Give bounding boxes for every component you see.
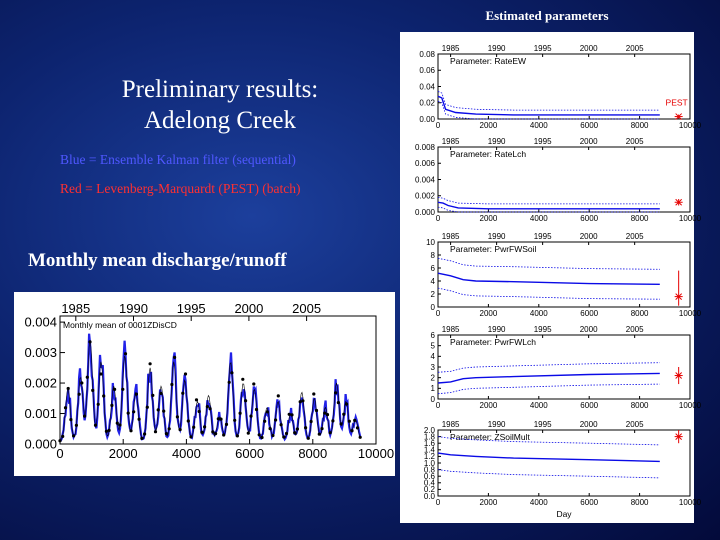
discharge-observation-point — [162, 410, 165, 413]
discharge-observation-point — [271, 434, 274, 437]
chart-0-ytick-label: 0.003 — [24, 345, 57, 361]
chart-0-ytick-label: 0.001 — [24, 406, 57, 422]
chart-3-ytick-label: 4 — [430, 276, 435, 286]
chart-1-year-label: 1990 — [487, 44, 506, 53]
chart-5-xlabel: Day — [556, 509, 572, 519]
discharge-observation-point — [78, 393, 81, 396]
discharge-observation-point — [181, 392, 184, 395]
chart-5-ytick-label: 1.2 — [423, 452, 435, 462]
chart-4-year-label: 2000 — [579, 325, 598, 334]
discharge-observation-point — [138, 418, 141, 421]
chart-5-ytick-label: 2.0 — [423, 425, 435, 435]
chart-3-xtick-label: 0 — [435, 309, 441, 318]
chart-4-xtick-label: 10000 — [678, 401, 702, 410]
chart-1-xtick-label: 0 — [435, 121, 441, 130]
chart-3-ytick-label: 8 — [430, 250, 435, 260]
chart-1-enkf-mean — [438, 96, 660, 115]
discharge-observation-point — [129, 429, 132, 432]
chart-5-parameter-label: Parameter: ZSoilMult — [450, 432, 530, 442]
discharge-observation-point — [323, 412, 326, 415]
chart-4-ytick-label: 0 — [430, 394, 435, 404]
discharge-observation-point — [288, 413, 291, 416]
discharge-observation-point — [230, 371, 233, 374]
chart-0-year-label: 2005 — [292, 301, 322, 316]
discharge-observation-point — [258, 433, 261, 436]
chart-0-year-label: 2000 — [234, 301, 264, 316]
discharge-observation-point — [168, 427, 171, 430]
chart-2-xtick-label: 8000 — [630, 214, 649, 223]
chart-3-year-label: 1995 — [533, 232, 552, 241]
discharge-observation-point — [132, 410, 135, 413]
discharge-observation-point — [61, 435, 64, 438]
discharge-observation-point — [179, 428, 182, 431]
discharge-observation-point — [334, 391, 337, 394]
chart-5-ytick-label: 1.0 — [423, 458, 435, 468]
discharge-observation-point — [91, 389, 94, 392]
chart-5-ytick-label: 0.0 — [423, 491, 435, 501]
discharge-observation-point — [310, 420, 313, 423]
discharge-observation-point — [102, 394, 105, 397]
chart-4-ytick-label: 4 — [430, 352, 435, 362]
chart-5-enkf-mean — [438, 453, 660, 461]
chart-5-xtick-label: 8000 — [630, 498, 649, 507]
discharge-observation-point — [326, 413, 329, 416]
discharge-observation-point — [290, 413, 293, 416]
discharge-observation-point — [184, 372, 187, 375]
discharge-observation-point — [277, 394, 280, 397]
chart-3-enkf-mean — [438, 273, 660, 284]
chart-5-ytick-label: 0.6 — [423, 472, 435, 481]
chart-2-year-label: 1985 — [441, 137, 460, 146]
chart-2-ytick-label: 0.000 — [414, 207, 435, 217]
discharge-observation-point — [282, 435, 285, 438]
chart-5-ytick-label: 1.4 — [423, 445, 435, 455]
chart-5-xtick-label: 0 — [435, 498, 441, 507]
chart-5-year-label: 1995 — [533, 420, 552, 429]
discharge-observation-point — [233, 419, 236, 422]
chart-0-ytick-label: 0.000 — [24, 436, 57, 452]
chart-5-xtick-label: 6000 — [580, 498, 599, 507]
legend-pest: Red = Levenberg-Marquardt (PEST) (batch) — [60, 181, 301, 196]
chart-2-ytick-label: 0.002 — [414, 191, 435, 201]
discharge-enkf-line — [60, 334, 360, 441]
discharge-observation-point — [320, 427, 323, 430]
chart-3-parameter-label: Parameter: PwrFWSoil — [450, 244, 537, 254]
discharge-observation-point — [198, 410, 201, 413]
chart-5-ytick-label: 0.2 — [423, 485, 435, 495]
discharge-observation-point — [266, 410, 269, 413]
discharge-observation-point — [252, 382, 255, 385]
discharge-observation-point — [274, 418, 277, 421]
chart-0-xtick-label: 6000 — [235, 446, 265, 461]
chart-4-enkf-mean — [438, 373, 660, 383]
chart-2-ytick-label: 0.004 — [414, 175, 435, 185]
chart-4-xtick-label: 0 — [435, 401, 441, 410]
discharge-observation-point — [350, 429, 353, 432]
discharge-observation-point — [359, 436, 362, 439]
discharge-observation-point — [94, 424, 97, 427]
discharge-observation-point — [108, 429, 111, 432]
discharge-observation-point — [80, 381, 83, 384]
chart-2-parameter-label: Parameter: RateLch — [450, 149, 527, 159]
chart-5-xtick-label: 4000 — [529, 498, 548, 507]
chart-1-enkf-upper — [438, 91, 660, 110]
chart-2-year-label: 1995 — [533, 137, 552, 146]
main-title — [70, 74, 370, 136]
discharge-observation-point — [263, 420, 266, 423]
chart-2-xtick-label: 4000 — [529, 214, 548, 223]
slide-title: Estimated parameters — [485, 8, 609, 23]
chart-4-ytick-label: 6 — [430, 330, 435, 340]
chart-3-xtick-label: 4000 — [529, 309, 548, 318]
discharge-observation-point — [225, 423, 228, 426]
discharge-observation-point — [301, 399, 304, 402]
chart-4-ytick-label: 5 — [430, 341, 435, 351]
chart-3-xtick-label: 10000 — [678, 309, 702, 318]
discharge-observation-point — [72, 434, 75, 437]
chart-1-year-label: 1995 — [533, 44, 552, 53]
discharge-observation-point — [211, 430, 214, 433]
chart-1-ytick-label: 0.04 — [419, 82, 435, 92]
discharge-observation-point — [222, 433, 225, 436]
discharge-observation-point — [165, 432, 168, 435]
chart-5-year-label: 1990 — [487, 420, 506, 429]
discharge-observation-point — [99, 372, 102, 375]
chart-4-xtick-label: 4000 — [529, 401, 548, 410]
chart-3-year-label: 2000 — [579, 232, 598, 241]
chart-4-year-label: 1990 — [487, 325, 506, 334]
discharge-observation-point — [127, 412, 130, 415]
chart-4-year-label: 1985 — [441, 325, 460, 334]
chart-1-parameter-label: Parameter: RateEW — [450, 56, 527, 66]
discharge-observation-point — [67, 387, 70, 390]
discharge-observation-point — [64, 406, 67, 409]
discharge-observation-point — [312, 392, 315, 395]
discharge-chart-panel — [14, 292, 395, 476]
chart-3-ytick-label: 10 — [426, 237, 435, 247]
chart-4-xtick-label: 2000 — [479, 401, 498, 410]
legend-enkf: Blue = Ensemble Kalman filter (sequential) — [60, 152, 296, 167]
chart-3-xtick-label: 2000 — [479, 309, 498, 318]
discharge-observation-point — [187, 419, 190, 422]
discharge-observation-point — [154, 430, 157, 433]
discharge-chart — [14, 292, 395, 476]
discharge-observation-point — [228, 381, 231, 384]
discharge-observation-point — [149, 362, 152, 365]
discharge-observation-point — [217, 417, 220, 420]
discharge-observation-point — [157, 408, 160, 411]
discharge-observation-point — [173, 356, 176, 359]
discharge-observation-point — [353, 419, 356, 422]
discharge-observation-point — [97, 403, 100, 406]
chart-5-enkf-lower — [438, 470, 660, 478]
chart-0-xtick-label: 8000 — [298, 446, 328, 461]
discharge-observation-point — [86, 376, 89, 379]
chart-1-xtick-label: 6000 — [580, 121, 599, 130]
chart-2-ytick-label: 0.006 — [414, 159, 435, 169]
chart-4-parameter-label: Parameter: PwrFWLch — [450, 337, 536, 347]
discharge-observation-point — [249, 415, 252, 418]
chart-3-ytick-label: 0 — [430, 302, 435, 312]
chart-3-enkf-lower — [438, 288, 660, 299]
chart-3-enkf-upper — [438, 258, 660, 269]
chart-4-year-label: 1995 — [533, 325, 552, 334]
discharge-chart-title: Monthly mean of 0001ZDisCD — [63, 320, 177, 330]
discharge-observation-point — [176, 415, 179, 418]
chart-5-year-label: 1985 — [441, 420, 460, 429]
chart-1-pest-label: PEST — [665, 97, 688, 108]
discharge-observation-point — [124, 352, 127, 355]
chart-0-xtick-label: 4000 — [171, 446, 201, 461]
parameter-charts-panel — [400, 32, 702, 523]
discharge-observation-point — [236, 434, 239, 437]
chart-3-ytick-label: 6 — [430, 263, 435, 273]
chart-4-ytick-label: 3 — [430, 362, 435, 372]
discharge-observation-point — [296, 427, 299, 430]
chart-5-ytick-label: 1.8 — [423, 432, 435, 442]
chart-0-ytick-label: 0.002 — [24, 375, 57, 391]
discharge-observation-point — [255, 408, 258, 411]
discharge-observation-point — [143, 432, 146, 435]
chart-5-year-label: 2000 — [579, 420, 598, 429]
chart-1-year-label: 1985 — [441, 44, 460, 53]
discharge-observation-point — [244, 399, 247, 402]
chart-2-xtick-label: 6000 — [580, 214, 599, 223]
discharge-observation-point — [159, 392, 162, 395]
discharge-observation-point — [280, 423, 283, 426]
discharge-observation-point — [140, 437, 143, 440]
discharge-observation-point — [241, 378, 244, 381]
chart-1-xtick-label: 4000 — [529, 121, 548, 130]
discharge-observation-point — [329, 431, 332, 434]
discharge-observation-point — [239, 412, 242, 415]
chart-1-xtick-label: 2000 — [479, 121, 498, 130]
discharge-observation-point — [113, 388, 116, 391]
discharge-observation-point — [318, 433, 321, 436]
discharge-observation-point — [118, 423, 121, 426]
discharge-observation-point — [189, 435, 192, 438]
discharge-observation-point — [304, 426, 307, 429]
discharge-observation-point — [206, 405, 209, 408]
discharge-observation-point — [348, 420, 351, 423]
discharge-observation-point — [247, 432, 250, 435]
discharge-observation-point — [307, 437, 310, 440]
chart-1-year-label: 2005 — [625, 44, 644, 53]
discharge-observation-point — [342, 413, 345, 416]
discharge-observation-point — [214, 432, 217, 435]
chart-2-year-label: 2005 — [625, 137, 644, 146]
discharge-observation-point — [195, 398, 198, 401]
discharge-observation-point — [285, 432, 288, 435]
chart-2-ytick-label: 0.008 — [414, 142, 435, 152]
discharge-observation-point — [340, 422, 343, 425]
chart-4-year-label: 2005 — [625, 325, 644, 334]
chart-4-enkf-lower — [438, 384, 660, 394]
chart-3-xtick-label: 6000 — [580, 309, 599, 318]
chart-2-enkf-upper — [438, 197, 660, 204]
chart-5-xtick-label: 10000 — [678, 498, 702, 507]
discharge-observation-point — [83, 415, 86, 418]
parameter-charts — [400, 32, 702, 523]
discharge-observation-point — [315, 409, 318, 412]
chart-3-year-label: 1990 — [487, 232, 506, 241]
main-title-line1: Preliminary results: — [121, 76, 319, 103]
chart-1-ytick-label: 0.08 — [419, 49, 435, 59]
discharge-observation-point — [260, 436, 263, 439]
discharge-observation-point — [331, 419, 334, 422]
chart-1-xtick-label: 8000 — [630, 121, 649, 130]
chart-1-year-label: 2000 — [579, 44, 598, 53]
chart-3-year-label: 2005 — [625, 232, 644, 241]
chart-3-xtick-label: 8000 — [630, 309, 649, 318]
chart-3-ytick-label: 2 — [430, 289, 435, 299]
chart-0-xtick-label: 0 — [56, 446, 64, 461]
chart-2-xtick-label: 0 — [435, 214, 441, 223]
chart-0-year-label: 1985 — [61, 301, 91, 316]
chart-3-year-label: 1985 — [441, 232, 460, 241]
chart-5-ytick-label: 0.8 — [423, 465, 435, 475]
main-title-line2: Adelong Creek — [143, 107, 297, 134]
chart-5-ytick-label: 0.4 — [423, 478, 435, 488]
chart-2-xtick-label: 2000 — [479, 214, 498, 223]
chart-0-xtick-label: 10000 — [357, 446, 395, 461]
chart-0-ytick-label: 0.004 — [24, 314, 57, 330]
discharge-observation-point — [116, 422, 119, 425]
discharge-observation-point — [293, 431, 296, 434]
chart-1-ytick-label: 0.02 — [419, 98, 435, 108]
chart-5-year-label: 2005 — [625, 420, 644, 429]
discharge-observation-point — [269, 427, 272, 430]
chart-0-year-label: 1995 — [176, 301, 206, 316]
discharge-observation-point — [170, 383, 173, 386]
chart-4-ytick-label: 2 — [430, 373, 435, 383]
discharge-observation-point — [75, 424, 78, 427]
chart-2-xtick-label: 10000 — [678, 214, 702, 223]
chart-1-xtick-label: 10000 — [678, 121, 702, 130]
discharge-observation-point — [146, 406, 149, 409]
discharge-observation-point — [88, 340, 91, 343]
discharge-subhead: Monthly mean discharge/runoff — [28, 250, 287, 271]
chart-1-ytick-label: 0.06 — [419, 66, 435, 76]
chart-5-ytick-label: 1.6 — [423, 439, 435, 448]
chart-2-year-label: 2000 — [579, 137, 598, 146]
discharge-observation-point — [337, 401, 340, 404]
discharge-observation-point — [345, 403, 348, 406]
discharge-observation-point — [69, 418, 72, 421]
chart-4-xtick-label: 6000 — [580, 401, 599, 410]
chart-4-ytick-label: 1 — [430, 384, 435, 394]
discharge-observation-point — [192, 426, 195, 429]
discharge-observation-point — [135, 393, 138, 396]
discharge-observation-point — [356, 426, 359, 429]
chart-4-enkf-upper — [438, 363, 660, 373]
chart-2-year-label: 1990 — [487, 137, 506, 146]
chart-0-year-label: 1990 — [119, 301, 148, 316]
chart-0-xtick-label: 2000 — [108, 446, 138, 461]
discharge-observation-point — [203, 425, 206, 428]
discharge-observation-point — [121, 388, 124, 391]
chart-4-xtick-label: 8000 — [630, 401, 649, 410]
chart-5-xtick-label: 2000 — [479, 498, 498, 507]
discharge-observation-point — [110, 404, 113, 407]
discharge-observation-point — [219, 418, 222, 421]
chart-1-ytick-label: 0.00 — [419, 114, 435, 124]
discharge-observation-point — [209, 407, 212, 410]
discharge-observation-point — [58, 439, 61, 442]
discharge-observation-point — [200, 431, 203, 434]
discharge-observation-point — [151, 394, 154, 397]
